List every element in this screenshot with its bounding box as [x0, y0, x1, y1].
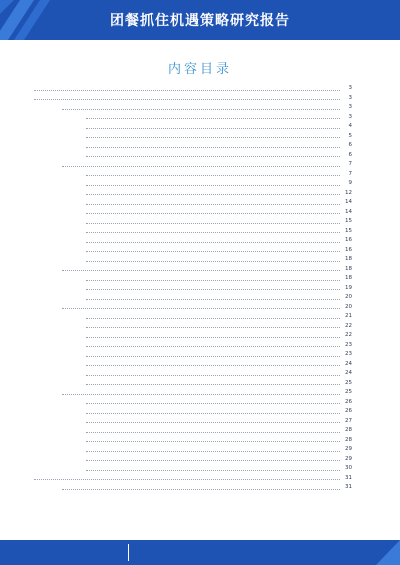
toc-leader-dots: [86, 375, 340, 376]
toc-entry-page: 6: [348, 142, 352, 148]
toc-entry[interactable]: [32, 225, 352, 235]
toc-entry[interactable]: [32, 196, 352, 206]
toc-leader-dots: [86, 470, 340, 471]
toc-entry[interactable]: [32, 168, 352, 178]
toc-entry-page: 23: [345, 341, 352, 348]
toc-entry-page: 18: [345, 265, 352, 272]
toc-leader-dots: [62, 109, 340, 110]
toc-entry-page: 3: [348, 94, 352, 101]
toc-entry-page: 28: [345, 436, 352, 443]
toc-entry-page: 29: [345, 446, 352, 452]
toc-entry-page: 25: [345, 389, 352, 395]
toc-leader-dots: [86, 432, 340, 433]
toc-entry-page: 21: [345, 313, 352, 319]
toc-entry[interactable]: [32, 396, 352, 406]
toc-entry[interactable]: [32, 453, 352, 463]
toc-entry[interactable]: [32, 481, 352, 491]
toc-entry[interactable]: [32, 443, 352, 453]
toc-entry[interactable]: [32, 120, 352, 130]
toc-leader-dots: [62, 489, 340, 490]
toc-entry[interactable]: [32, 377, 352, 387]
toc-entry-page: 31: [345, 474, 352, 481]
toc-leader-dots: [86, 346, 340, 347]
page-header: [0, 0, 400, 40]
toc-entry[interactable]: [32, 472, 352, 482]
toc-entry-page: 3: [348, 85, 352, 91]
toc-entry[interactable]: [32, 291, 352, 301]
toc-entry[interactable]: [32, 187, 352, 197]
toc-entry-page: 3: [348, 104, 352, 110]
toc-leader-dots: [86, 128, 340, 129]
toc-leader-dots: [86, 223, 340, 224]
toc-entry-page: 31: [345, 484, 352, 490]
toc-entry-page: 27: [345, 417, 352, 424]
toc-leader-dots: [86, 451, 340, 452]
report-title: 团餐抓住机遇策略研究报告: [110, 13, 290, 29]
toc-entry-page: 5: [348, 132, 352, 139]
toc-entry[interactable]: [32, 462, 352, 472]
toc-entry-page: 16: [345, 237, 352, 243]
toc-leader-dots: [62, 394, 340, 395]
toc-entry-page: 24: [345, 360, 352, 367]
toc-entry[interactable]: [32, 101, 352, 111]
toc-entry-page: 16: [345, 246, 352, 253]
toc-leader-dots: [62, 270, 340, 271]
toc-list: [32, 82, 352, 512]
toc-entry[interactable]: [32, 215, 352, 225]
toc-leader-dots: [86, 242, 340, 243]
toc-leader-dots: [86, 194, 340, 195]
toc-entry-page: 15: [345, 218, 352, 224]
toc-entry[interactable]: [32, 149, 352, 159]
toc-entry[interactable]: [32, 367, 352, 377]
toc-leader-dots: [86, 280, 340, 281]
toc-leader-dots: [86, 289, 340, 290]
toc-leader-dots: [86, 318, 340, 319]
toc-leader-dots: [86, 413, 340, 414]
toc-entry[interactable]: [32, 139, 352, 149]
toc-entry-page: 4: [348, 123, 352, 129]
toc-entry-page: 22: [345, 332, 352, 338]
toc-leader-dots: [86, 441, 340, 442]
toc-entry-page: 18: [345, 256, 352, 262]
toc-entry-page: 9: [348, 180, 352, 186]
toc-leader-dots: [86, 204, 340, 205]
toc-entry-page: 23: [345, 351, 352, 357]
toc-leader-dots: [86, 118, 340, 119]
toc-leader-dots: [86, 365, 340, 366]
toc-entry[interactable]: [32, 82, 352, 92]
toc-entry[interactable]: [32, 244, 352, 254]
toc-leader-dots: [34, 479, 340, 480]
toc-entry-page: 20: [345, 294, 352, 300]
toc-entry-page: 7: [348, 161, 352, 167]
toc-leader-dots: [86, 356, 340, 357]
toc-heading: 内容目录: [167, 62, 232, 77]
toc-entry[interactable]: [32, 434, 352, 444]
toc-entry[interactable]: [32, 339, 352, 349]
toc-entry-page: 29: [345, 455, 352, 462]
toc-leader-dots: [86, 337, 340, 338]
toc-leader-dots: [86, 251, 340, 252]
toc-entry-page: 24: [345, 370, 352, 376]
toc-entry-page: 25: [345, 379, 352, 386]
toc-entry-page: 3: [348, 113, 352, 120]
toc-entry[interactable]: [32, 358, 352, 368]
toc-leader-dots: [86, 299, 340, 300]
toc-leader-dots: [86, 175, 340, 176]
toc-entry-page: 14: [345, 199, 352, 205]
toc-leader-dots: [86, 137, 340, 138]
toc-entry[interactable]: [32, 92, 352, 102]
toc-leader-dots: [86, 384, 340, 385]
toc-entry[interactable]: [32, 177, 352, 187]
toc-entry[interactable]: [32, 272, 352, 282]
footer-divider: [128, 544, 129, 561]
corner-triangle-decoration: [366, 540, 400, 565]
toc-entry[interactable]: [32, 130, 352, 140]
toc-leader-dots: [62, 308, 340, 309]
toc-entry[interactable]: [32, 253, 352, 263]
toc-entry[interactable]: [32, 415, 352, 425]
toc-entry[interactable]: [32, 282, 352, 292]
toc-entry[interactable]: [32, 234, 352, 244]
toc-entry-page: 6: [348, 151, 352, 158]
toc-leader-dots: [86, 327, 340, 328]
toc-entry[interactable]: [32, 320, 352, 330]
toc-entry[interactable]: [32, 310, 352, 320]
toc-entry[interactable]: [32, 348, 352, 358]
toc-entry[interactable]: [32, 301, 352, 311]
toc-entry[interactable]: [32, 386, 352, 396]
toc-entry[interactable]: [32, 158, 352, 168]
toc-entry-page: 7: [348, 170, 352, 177]
toc-entry-page: 18: [345, 275, 352, 281]
toc-entry-page: 26: [345, 398, 352, 405]
toc-entry-page: 14: [345, 208, 352, 215]
toc-leader-dots: [62, 166, 340, 167]
toc-entry[interactable]: [32, 111, 352, 121]
toc-entry[interactable]: [32, 405, 352, 415]
toc-leader-dots: [34, 90, 340, 91]
toc-leader-dots: [86, 261, 340, 262]
toc-entry-page: 22: [345, 322, 352, 329]
toc-leader-dots: [86, 185, 340, 186]
toc-leader-dots: [86, 156, 340, 157]
toc-entry-page: 26: [345, 408, 352, 414]
toc-entry-page: 19: [345, 284, 352, 291]
toc-entry-page: 30: [345, 465, 352, 471]
toc-entry[interactable]: [32, 329, 352, 339]
toc-leader-dots: [86, 232, 340, 233]
toc-leader-dots: [86, 147, 340, 148]
toc-entry-page: 28: [345, 427, 352, 433]
toc-entry-page: 20: [345, 303, 352, 310]
page-footer: [0, 540, 400, 565]
toc-leader-dots: [86, 460, 340, 461]
toc-entry[interactable]: [32, 206, 352, 216]
toc-entry-page: 15: [345, 227, 352, 234]
toc-leader-dots: [86, 403, 340, 404]
toc-entry-page: 12: [345, 189, 352, 196]
toc-entry[interactable]: [32, 424, 352, 434]
toc-leader-dots: [34, 99, 340, 100]
toc-leader-dots: [86, 213, 340, 214]
toc-entry[interactable]: [32, 263, 352, 273]
toc-leader-dots: [86, 422, 340, 423]
